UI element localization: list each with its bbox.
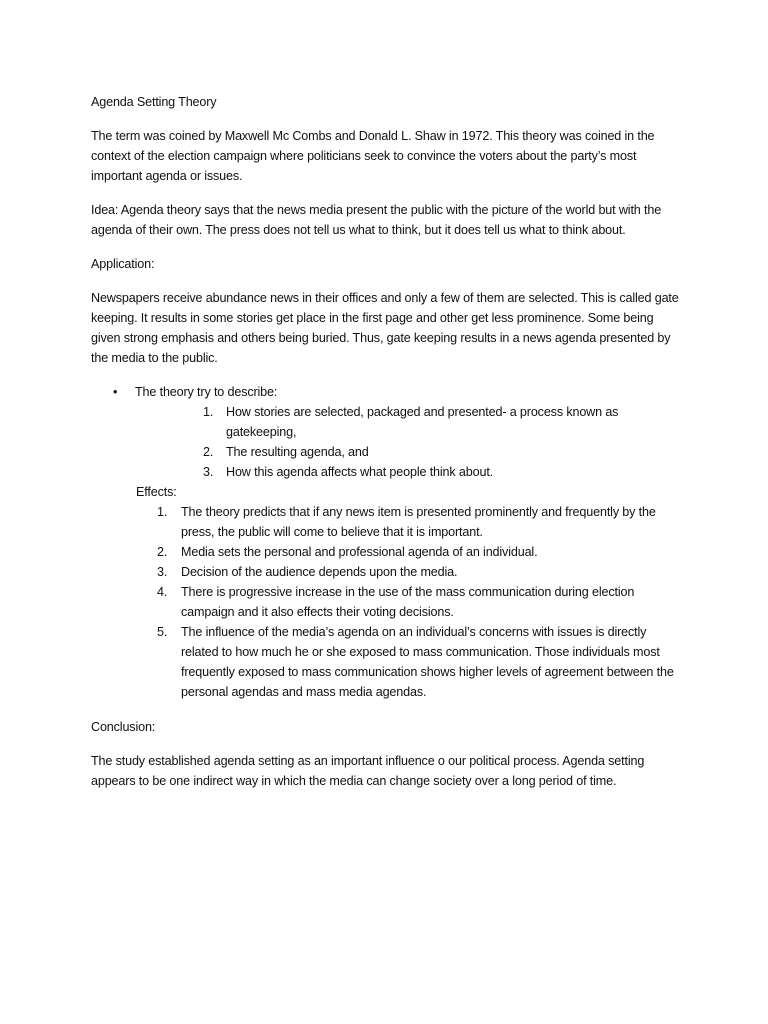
describe-list-item: [203, 442, 682, 462]
describe-list: [203, 402, 682, 482]
effects-list: [157, 502, 682, 702]
effects-list-item: [157, 622, 682, 702]
intro-paragraph: The term was coined by Maxwell Mc Combs and Donald L. Shaw in 1972. This theory was coined in the context of the election campaign where politicians seek to convince the voters about the party’s most important agenda or issues.: [91, 129, 655, 183]
document-title: Agenda Setting Theory: [91, 95, 217, 109]
effects-list-item: [157, 502, 682, 542]
list-number: 1.: [203, 405, 214, 419]
list-number: 2.: [157, 545, 168, 559]
bullet-item: [113, 382, 682, 402]
list-number: 3.: [203, 465, 214, 479]
conclusion-paragraph: The study established agenda setting as an important influence o our political process. Agenda setting appears to be one indirect way in which the media can change society over a long period of time.: [91, 754, 645, 788]
list-number: 1.: [157, 505, 168, 519]
list-number: 2.: [203, 445, 214, 459]
describe-list-item: [203, 462, 682, 482]
list-text: The resulting agenda, and: [226, 445, 369, 459]
list-text: Media sets the personal and professional agenda of an individual.: [181, 545, 538, 559]
idea-paragraph: Idea: Agenda theory says that the news media present the public with the picture of the world but with the agenda of their own. The press does not tell us what to think, but it does tell us what to think about.: [91, 203, 662, 237]
effects-list-item: [157, 582, 682, 622]
application-paragraph: Newspapers receive abundance news in their offices and only a few of them are selected. This is called gate keeping. It results in some stories get place in the first page and other get less prominence. Some being given strong emphasis and others being buried. Thus, gate keeping results in a news agenda presented by the media to the public.: [91, 291, 679, 365]
list-text: How this agenda affects what people think about.: [226, 465, 494, 479]
list-text: How stories are selected, packaged and presented- a process known as gatekeeping,: [226, 405, 619, 439]
effects-heading: Effects:: [136, 485, 177, 499]
list-number: 5.: [157, 625, 168, 639]
bullet-text: The theory try to describe:: [135, 385, 278, 399]
application-heading: Application:: [91, 257, 155, 271]
list-text: There is progressive increase in the use of the mass communication during election campaign and it also effects their voting decisions.: [181, 585, 635, 619]
conclusion-heading: Conclusion:: [91, 720, 156, 734]
bullet-mark: •: [113, 385, 118, 399]
effects-list-item: [157, 542, 682, 562]
list-text: The theory predicts that if any news item is presented prominently and frequently by the press, the public will come to believe that it is important.: [181, 505, 656, 539]
list-text: The influence of the media’s agenda on an individual’s concerns with issues is directly related to how much he or she exposed to mass communication. Those individuals most frequently exposed to mass communication shows higher levels of agreement between the personal agendas and mass media agendas.: [181, 625, 674, 699]
list-number: 3.: [157, 565, 168, 579]
list-number: 4.: [157, 585, 168, 599]
effects-list-item: [157, 562, 682, 582]
list-text: Decision of the audience depends upon the media.: [181, 565, 458, 579]
describe-list-item: [203, 402, 682, 442]
